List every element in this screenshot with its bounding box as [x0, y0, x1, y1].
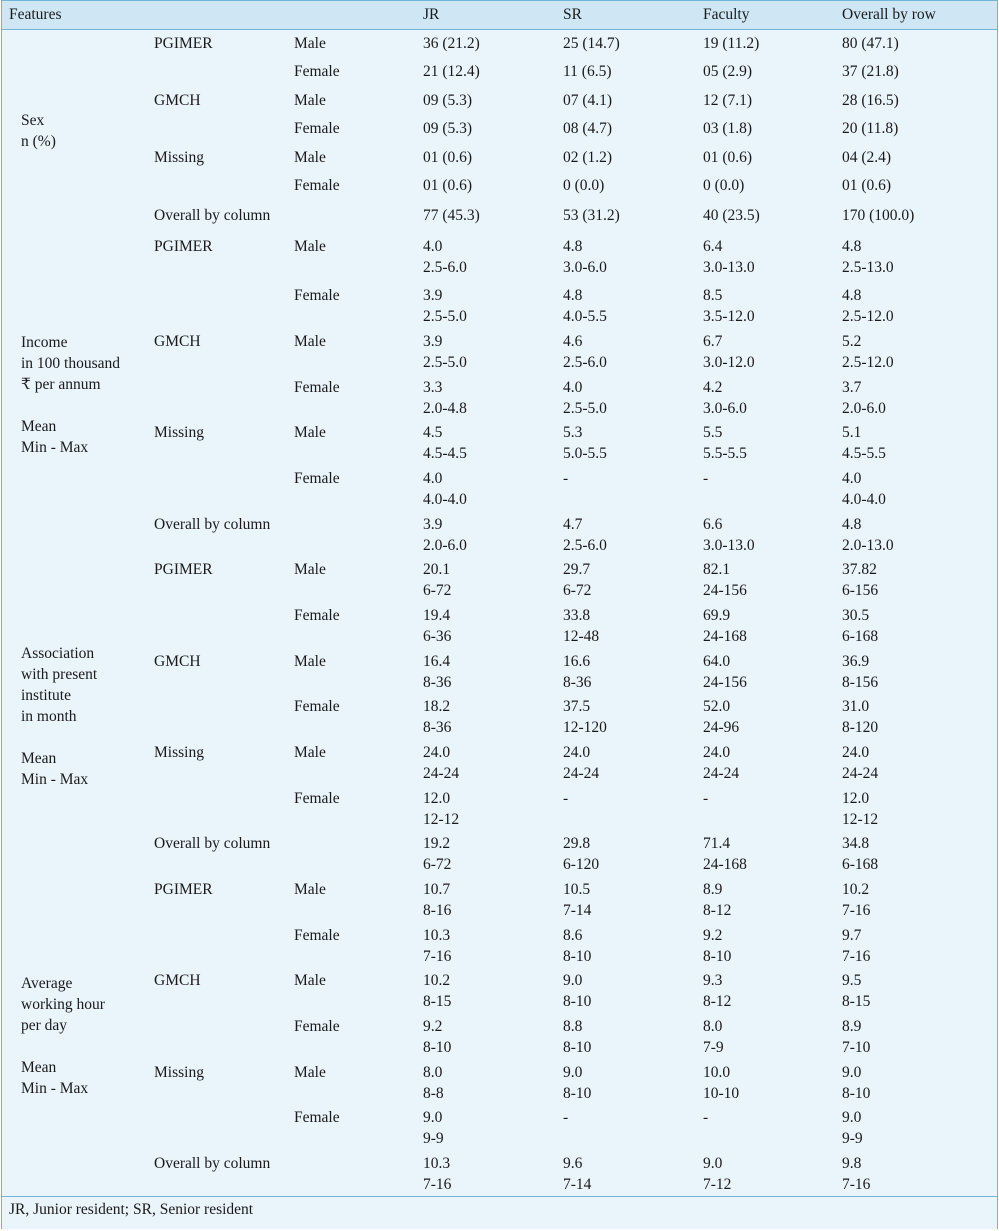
table-cell: 10.7 — [423, 881, 451, 898]
table-cell: 69.9 — [703, 607, 731, 624]
institute-label: GMCH — [154, 92, 201, 109]
sex-label: Male — [294, 881, 326, 898]
feature-label: Mean — [21, 1059, 57, 1076]
sex-label: Male — [294, 424, 326, 441]
table-cell: 6-72 — [423, 856, 452, 873]
table-cell: 5.0-5.5 — [563, 445, 607, 462]
table-cell: 24-96 — [703, 719, 740, 736]
table-cell: 71.4 — [703, 835, 731, 852]
table-cell: - — [703, 1109, 709, 1126]
table-cell: 3.9 — [423, 516, 443, 533]
table-cell: 64.0 — [703, 653, 731, 670]
table-cell: 10.2 — [842, 881, 870, 898]
table-cell: 9.0 — [842, 1064, 862, 1081]
table-cell: 03 (1.8) — [703, 120, 753, 137]
table-cell: 6-120 — [563, 856, 600, 873]
table-cell: 9.8 — [842, 1155, 862, 1172]
feature-label: n (%) — [21, 133, 56, 150]
table-cell: - — [563, 790, 569, 807]
feature-label: with present — [21, 666, 98, 683]
table-cell: 2.5-12.0 — [842, 354, 894, 371]
table-cell: 29.7 — [563, 561, 591, 578]
table-cell: 02 (1.2) — [563, 149, 613, 166]
table-cell: 09 (5.3) — [423, 92, 473, 109]
feature-label: Sex — [21, 112, 45, 129]
table-cell: 24.0 — [703, 744, 731, 761]
table-cell: 12-12 — [423, 811, 460, 828]
table-cell: - — [703, 790, 709, 807]
table-cell: 2.5-6.0 — [423, 259, 467, 276]
table-cell: 80 (47.1) — [842, 35, 899, 52]
institute-label: PGIMER — [154, 881, 213, 898]
table-cell: 2.0-4.8 — [423, 400, 467, 417]
feature-label: Association — [21, 645, 95, 662]
table-cell: 12-12 — [842, 811, 879, 828]
sex-label: Female — [294, 470, 340, 487]
sex-label: Female — [294, 287, 340, 304]
table-cell: 01 (0.6) — [423, 149, 473, 166]
sex-label: Female — [294, 120, 340, 137]
column-header: Overall by row — [842, 6, 936, 23]
table-cell: 24.0 — [563, 744, 591, 761]
table-cell: 24-156 — [703, 674, 747, 691]
table-cell: 82.1 — [703, 561, 731, 578]
institute-label: Overall by column — [154, 1155, 271, 1172]
table-cell: 9.7 — [842, 927, 862, 944]
table-cell: 24.0 — [423, 744, 451, 761]
table-cell: - — [563, 1109, 569, 1126]
table-cell: 11 (6.5) — [563, 63, 612, 80]
table-cell: 24-24 — [423, 765, 460, 782]
table-cell: 9.5 — [842, 972, 862, 989]
table-cell: 4.0 — [563, 379, 583, 396]
table-cell: 40 (23.5) — [703, 207, 760, 224]
table-cell: 8-15 — [423, 993, 452, 1010]
table-cell: 2.5-12.0 — [842, 308, 894, 325]
table-cell: - — [563, 470, 569, 487]
table-cell: 24-156 — [703, 582, 747, 599]
table-cell: 3.3 — [423, 379, 443, 396]
table-cell: 2.0-13.0 — [842, 537, 894, 554]
institute-label: Missing — [154, 424, 204, 441]
table-cell: 01 (0.6) — [423, 177, 473, 194]
table-cell: 20.1 — [423, 561, 451, 578]
table-cell: 21 (12.4) — [423, 63, 480, 80]
table-cell: 4.5 — [423, 424, 443, 441]
institute-label: Overall by column — [154, 835, 271, 852]
table-cell: 36 (21.2) — [423, 35, 480, 52]
table-cell: 10.3 — [423, 927, 451, 944]
table-cell: 34.8 — [842, 835, 870, 852]
table-cell: 4.8 — [563, 238, 583, 255]
table-cell: 4.8 — [842, 516, 862, 533]
feature-label: institute — [21, 687, 71, 704]
sex-label: Female — [294, 607, 340, 624]
table-cell: 77 (45.3) — [423, 207, 480, 224]
table-cell: 4.0-5.5 — [563, 308, 607, 325]
table-cell: 8-12 — [703, 993, 732, 1010]
feature-label: Income — [21, 334, 68, 351]
table-cell: 3.7 — [842, 379, 862, 396]
table-cell: 2.5-6.0 — [563, 537, 607, 554]
table-cell: 4.2 — [703, 379, 723, 396]
table-cell: 7-14 — [563, 1176, 592, 1193]
table-cell: 12 (7.1) — [703, 92, 753, 109]
table-cell: 2.5-5.0 — [563, 400, 607, 417]
feature-label: ₹ per annum — [21, 376, 101, 393]
table-cell: 5.5 — [703, 424, 723, 441]
sex-label: Male — [294, 92, 326, 109]
table-cell: 170 (100.0) — [842, 207, 915, 224]
institute-label: PGIMER — [154, 238, 213, 255]
table-cell: 4.7 — [563, 516, 583, 533]
table-cell: 36.9 — [842, 653, 870, 670]
column-header: Faculty — [703, 6, 750, 23]
feature-label: Mean — [21, 750, 57, 767]
feature-label: Min - Max — [21, 771, 89, 788]
table-cell: 29.8 — [563, 835, 591, 852]
sex-label: Male — [294, 561, 326, 578]
table-footnote: JR, Junior resident; SR, Senior resident — [9, 1201, 254, 1218]
table-cell: 2.5-13.0 — [842, 259, 894, 276]
table-cell: 10-10 — [703, 1085, 740, 1102]
table-cell: 9.2 — [703, 927, 723, 944]
sex-label: Male — [294, 333, 326, 350]
table-cell: 2.0-6.0 — [423, 537, 467, 554]
sex-label: Male — [294, 653, 326, 670]
table-cell: 52.0 — [703, 698, 731, 715]
institute-label: PGIMER — [154, 561, 213, 578]
table-cell: 8-10 — [563, 1039, 592, 1056]
table-cell: 8.9 — [842, 1018, 862, 1035]
table-cell: 6.7 — [703, 333, 723, 350]
sex-label: Female — [294, 698, 340, 715]
header-features: Features — [9, 6, 62, 23]
table-cell: 05 (2.9) — [703, 63, 753, 80]
institute-label: GMCH — [154, 972, 201, 989]
table-cell: 4.8 — [842, 287, 862, 304]
table-cell: 9.0 — [842, 1109, 862, 1126]
table-cell: - — [703, 470, 709, 487]
table-cell: 19.2 — [423, 835, 451, 852]
table-cell: 16.4 — [423, 653, 451, 670]
table-cell: 9.0 — [423, 1109, 443, 1126]
table-cell: 6.6 — [703, 516, 723, 533]
table-cell: 2.5-5.0 — [423, 308, 467, 325]
column-header: JR — [423, 6, 440, 23]
table-cell: 2.5-6.0 — [563, 354, 607, 371]
table-cell: 3.5-12.0 — [703, 308, 755, 325]
table-cell: 9-9 — [423, 1130, 444, 1147]
sex-label: Female — [294, 63, 340, 80]
table-cell: 7-16 — [423, 1176, 452, 1193]
table-cell: 12-48 — [563, 628, 600, 645]
table-cell: 24-168 — [703, 856, 747, 873]
table-cell: 16.6 — [563, 653, 591, 670]
table-cell: 4.8 — [563, 287, 583, 304]
table-cell: 3.0-6.0 — [563, 259, 607, 276]
table-cell: 3.9 — [423, 333, 443, 350]
table-cell: 09 (5.3) — [423, 120, 473, 137]
table-cell: 8.0 — [703, 1018, 723, 1035]
data-table — [1, 0, 998, 1229]
table-cell: 4.5-5.5 — [842, 445, 886, 462]
table-cell: 31.0 — [842, 698, 870, 715]
table-cell: 19 (11.2) — [703, 35, 760, 52]
table-cell: 4.0 — [423, 238, 443, 255]
feature-label: Min - Max — [21, 1080, 89, 1097]
table-cell: 4.0-4.0 — [423, 491, 467, 508]
table-cell: 4.0 — [423, 470, 443, 487]
table-cell: 8-156 — [842, 674, 879, 691]
table-cell: 01 (0.6) — [842, 177, 892, 194]
table-cell: 8-10 — [423, 1039, 452, 1056]
table-cell: 8.9 — [703, 881, 723, 898]
feature-label: per day — [21, 1017, 68, 1034]
institute-label: Missing — [154, 149, 204, 166]
table-cell: 2.0-6.0 — [842, 400, 886, 417]
table-cell: 4.5-4.5 — [423, 445, 467, 462]
table-cell: 10.2 — [423, 972, 451, 989]
table-cell: 24-24 — [563, 765, 600, 782]
feature-label: in month — [21, 708, 77, 725]
table-cell: 8.8 — [563, 1018, 583, 1035]
table-cell: 3.0-13.0 — [703, 259, 755, 276]
institute-label: PGIMER — [154, 35, 213, 52]
table-cell: 24.0 — [842, 744, 870, 761]
table-cell: 25 (14.7) — [563, 35, 620, 52]
institute-label: Missing — [154, 744, 204, 761]
table-cell: 5.5-5.5 — [703, 445, 747, 462]
table-cell: 8-10 — [563, 948, 592, 965]
column-header: SR — [563, 6, 582, 23]
table-cell: 8-12 — [703, 902, 732, 919]
table-cell: 2.5-5.0 — [423, 354, 467, 371]
table-cell: 4.0 — [842, 470, 862, 487]
table-cell: 9.0 — [703, 1155, 723, 1172]
table-cell: 12-120 — [563, 719, 607, 736]
table-cell: 30.5 — [842, 607, 870, 624]
sex-label: Female — [294, 1018, 340, 1035]
sex-label: Female — [294, 1109, 340, 1126]
table-cell: 4.0-4.0 — [842, 491, 886, 508]
table-cell: 10.0 — [703, 1064, 731, 1081]
table-cell: 7-12 — [703, 1176, 732, 1193]
table-cell: 7-16 — [842, 902, 871, 919]
sex-label: Male — [294, 149, 326, 166]
table-cell: 6-36 — [423, 628, 452, 645]
table-cell: 9.0 — [563, 972, 583, 989]
table-cell: 9.0 — [563, 1064, 583, 1081]
sex-label: Male — [294, 35, 326, 52]
table-cell: 6-168 — [842, 628, 879, 645]
feature-label: Average — [21, 975, 73, 992]
table-cell: 8-15 — [842, 993, 871, 1010]
sex-label: Male — [294, 1064, 326, 1081]
table-cell: 24-24 — [842, 765, 879, 782]
table-cell: 10.3 — [423, 1155, 451, 1172]
table-cell: 0 (0.0) — [703, 177, 745, 194]
table-cell: 9.6 — [563, 1155, 583, 1172]
table-cell: 8.6 — [563, 927, 583, 944]
table-cell: 8.0 — [423, 1064, 443, 1081]
sex-label: Female — [294, 177, 340, 194]
table-cell: 7-16 — [842, 948, 871, 965]
table-cell: 7-10 — [842, 1039, 871, 1056]
table-cell: 9.2 — [423, 1018, 443, 1035]
table-cell: 7-16 — [842, 1176, 871, 1193]
table-cell: 07 (4.1) — [563, 92, 613, 109]
table-cell: 18.2 — [423, 698, 451, 715]
table-cell: 20 (11.8) — [842, 120, 899, 137]
table-cell: 08 (4.7) — [563, 120, 613, 137]
table-cell: 7-16 — [423, 948, 452, 965]
feature-label: working hour — [21, 996, 105, 1013]
institute-label: GMCH — [154, 653, 201, 670]
table-cell: 3.0-6.0 — [703, 400, 747, 417]
table-cell: 24-168 — [703, 628, 747, 645]
table-cell: 0 (0.0) — [563, 177, 605, 194]
table-cell: 5.2 — [842, 333, 862, 350]
table-cell: 8-36 — [423, 674, 452, 691]
sex-label: Male — [294, 238, 326, 255]
table-cell: 8-10 — [563, 993, 592, 1010]
table-cell: 6-72 — [563, 582, 592, 599]
table-cell: 37.5 — [563, 698, 591, 715]
table-cell: 5.3 — [563, 424, 583, 441]
table-cell: 3.0-13.0 — [703, 537, 755, 554]
sex-label: Male — [294, 972, 326, 989]
institute-label: GMCH — [154, 333, 201, 350]
table-cell: 9.3 — [703, 972, 723, 989]
institute-label: Overall by column — [154, 516, 271, 533]
table-cell: 04 (2.4) — [842, 149, 892, 166]
table-cell: 4.6 — [563, 333, 583, 350]
table-cell: 28 (16.5) — [842, 92, 899, 109]
table-cell: 8.5 — [703, 287, 723, 304]
table-cell: 7-9 — [703, 1039, 724, 1056]
table-cell: 7-14 — [563, 902, 592, 919]
table-cell: 6.4 — [703, 238, 723, 255]
table-cell: 10.5 — [563, 881, 591, 898]
sex-label: Male — [294, 744, 326, 761]
table-cell: 33.8 — [563, 607, 591, 624]
table-cell: 6-156 — [842, 582, 879, 599]
table-cell: 8-10 — [563, 1085, 592, 1102]
table-cell: 53 (31.2) — [563, 207, 620, 224]
table-cell: 5.1 — [842, 424, 862, 441]
table-cell: 4.8 — [842, 238, 862, 255]
table-cell: 19.4 — [423, 607, 451, 624]
table-cell: 37.82 — [842, 561, 877, 578]
table-cell: 6-72 — [423, 582, 452, 599]
table-cell: 12.0 — [423, 790, 451, 807]
table-cell: 8-16 — [423, 902, 452, 919]
table-cell: 8-36 — [423, 719, 452, 736]
table-cell: 8-10 — [703, 948, 732, 965]
institute-label: Missing — [154, 1064, 204, 1081]
table-cell: 12.0 — [842, 790, 870, 807]
table-cell: 3.0-12.0 — [703, 354, 755, 371]
sex-label: Female — [294, 927, 340, 944]
table-cell: 37 (21.8) — [842, 63, 899, 80]
table-cell: 8-8 — [423, 1085, 444, 1102]
feature-label: Min - Max — [21, 439, 89, 456]
sex-label: Female — [294, 790, 340, 807]
feature-label: in 100 thousand — [21, 355, 121, 372]
table-cell: 8-120 — [842, 719, 879, 736]
table-cell: 6-168 — [842, 856, 879, 873]
table-cell: 9-9 — [842, 1130, 863, 1147]
institute-label: Overall by column — [154, 207, 271, 224]
table-cell: 8-36 — [563, 674, 592, 691]
table-cell: 3.9 — [423, 287, 443, 304]
table-cell: 24-24 — [703, 765, 740, 782]
feature-label: Mean — [21, 418, 57, 435]
table-cell: 01 (0.6) — [703, 149, 753, 166]
sex-label: Female — [294, 379, 340, 396]
table-cell: 8-10 — [842, 1085, 871, 1102]
